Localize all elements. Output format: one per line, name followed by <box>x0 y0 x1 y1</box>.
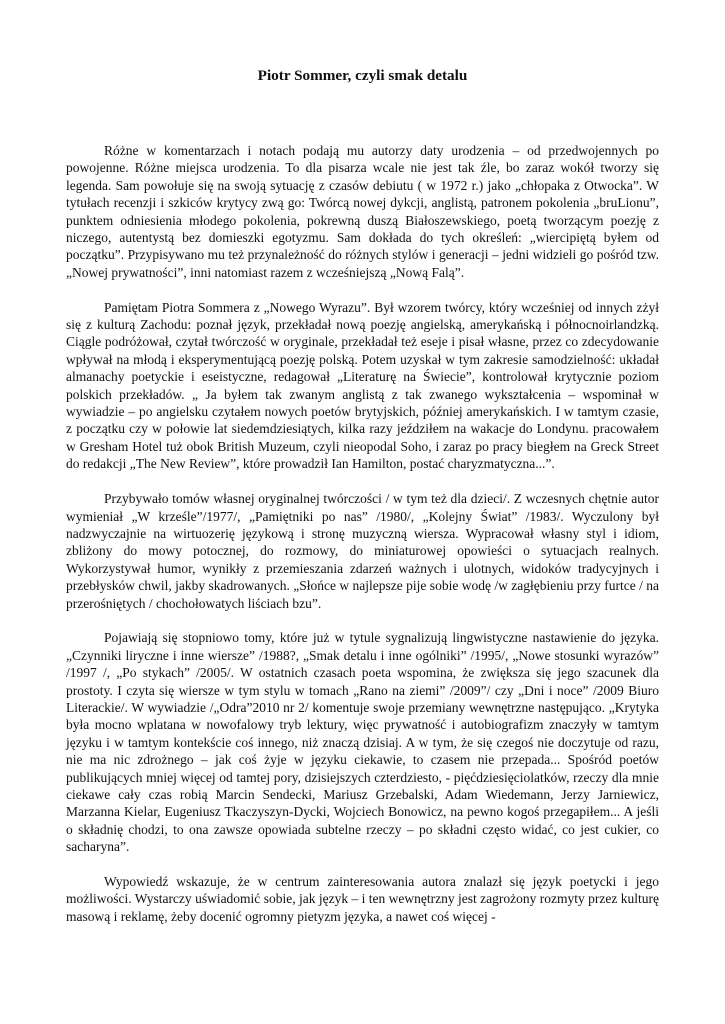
paragraph-4: Pojawiają się stopniowo tomy, które już w tytule sygnalizują lingwistyczne nastawienie do języka. „Czynniki liryczne i inne wiersze” /1988?, „Smak detalu i inne ogólniki” /1995/, „Nowe stosunki wyrazów” /1997 /, „Po stykach” /2005/. W ostatnich czasach poeta wspomina, że zwiększa się jego szacunek dla prostoty. I czyta się wiersze w tym stylu w tomach „Rano na ziemi” /2009”/ czy „Dni i noce” /2009 Biuro Literackie/. W wywiadzie /„Odra”2010 nr 2/ komentuje swoje przemiany wewnętrzne następująco. „Krytyka była mocno wplatana w nowofalowy tryb lektury, więc prywatność i autobiografizm znaczyły w tamtym języku i w tamtym kontekście coś innego, niż znaczą dzisiaj. A w tym, że się czegoś nie doczytuje od razu, nie ma nic zdrożnego – jak coś żyje w języku ciekawie, to czasem nie przepada... Spośród poetów publikujących mniej więcej od tamtej pory, dzisiejszych czterdziesto, - pięćdziesięciolatków, rzeczy dla mnie ciekawe cały czas robią Marcin Sendecki, Mariusz Grzebalski, Adam Wiedemann, Jerzy Jarniewicz, Marzanna Kielar, Eugeniusz Tkaczyszyn-Dycki, Wojciech Bonowicz, na pewno kogoś przegapiłem... A jeśli o składnię chodzi, to ona zawsze opowiada subtelne rzeczy – po składni często widać, co jest cukier, co sacharyna”. <box>66 630 659 855</box>
paragraph-3: Przybywało tomów własnej oryginalnej twórczości / w tym też dla dzieci/. Z wczesnych chętnie autor wymieniał „W krześle”/1977/, „Pamiętniki po nas” /1980/, „Kolejny Świat” /1983/. Wyczulony był nadzwyczajnie na wirtuozerię językową i stronę muzyczną wiersza. Wypracował własny styl i idiom, zbliżony do mowy potocznej, do rozmowy, do miniaturowej opowieści o sytuacjach realnych. Wykorzystywał humor, wynikły z przemieszania zdarzeń ważnych i ulotnych, widoków tradycyjnych i przebłysków chwil, jakby skadrowanych. „Słońce w najlepsze pije sobie wodę /w zagłębieniu przy furtce / na przerośniętych / chochołowatych liściach bzu”. <box>66 491 659 611</box>
paragraph-5: Wypowiedź wskazuje, że w centrum zainteresowania autora znalazł się język poetycki i jego możliwości. Wystarczy uświadomić sobie, jak język – i ten wewnętrzny jest zagrożony rozmyty przez kulturę masową i reklamę, żeby docenić ogromny pietyzm języka, a nawet coś więcej - <box>66 874 659 924</box>
page-title: Piotr Sommer, czyli smak detalu <box>257 67 468 84</box>
document-body <box>66 142 659 925</box>
paragraph-1: Różne w komentarzach i notach podają mu autorzy daty urodzenia – od przedwojennych po powojenne. Różne miejsca urodzenia. To dla pisarza wcale nie jest tak źle, bo zaraz wokół tworzy się legenda. Sam powołuje się na swoją sytuację z czasów debiutu ( w 1972 r.) jako „chłopaka z Otwocka”. W tytułach recenzji i szkiców krytycy zwą go: Twórcą nowej dykcji, anglistą, patronem pokolenia „bruLionu”, punktem odniesienia młodego pokolenia, pokrewną duszą Białoszewskiego, poetą tworzącym poezję z niczego, autentystą bez domieszki egotyzmu. Sam dokłada do tych określeń: „wiercipiętą byłem od początku”. Przypisywano mu też przynależność do różnych stylów i generacji – jedni widzieli go pośród tzw. „Nowej prywatności”, inni natomiast razem z wcześniejszą „Nową Falą”. <box>66 143 659 280</box>
paragraph-2: Pamiętam Piotra Sommera z „Nowego Wyrazu”. Był wzorem twórcy, który wcześniej od innych zżył się z kulturą Zachodu: poznał język, przekładał nową poezję angielską, amerykańską i północnoirlandzką. Ciągle podróżował, czytał twórczość w oryginale, przekładał też eseje i pisał własne, przez co zdecydowanie wpływał na młodą i eksperymentującą poezję polską. Potem uzyskał w tym zakresie samodzielność: układał almanachy poetyckie i eseistyczne, redagował „Literaturę na Świecie”, kontrolował krytycznie poziom polskich przekładów. „ Ja byłem tak zwanym anglistą z tak zwanego wykształcenia – wspominał w wywiadzie – po angielsku czytałem nowych poetów brytyjskich, później amerykańskich. I w tamtym czasie, z początku czy w połowie lat siedemdziesiątych, kilka razy jeździłem na wakacje do Londynu. pracowałem w Gresham Hotel tuż obok British Muzeum, czyli nieopodal Soho, i zaraz po pracy biegłem na Greck Street do redakcji „The New Review”, które prowadził Ian Hamilton, postać charyzmatyczna...”. <box>66 299 659 472</box>
